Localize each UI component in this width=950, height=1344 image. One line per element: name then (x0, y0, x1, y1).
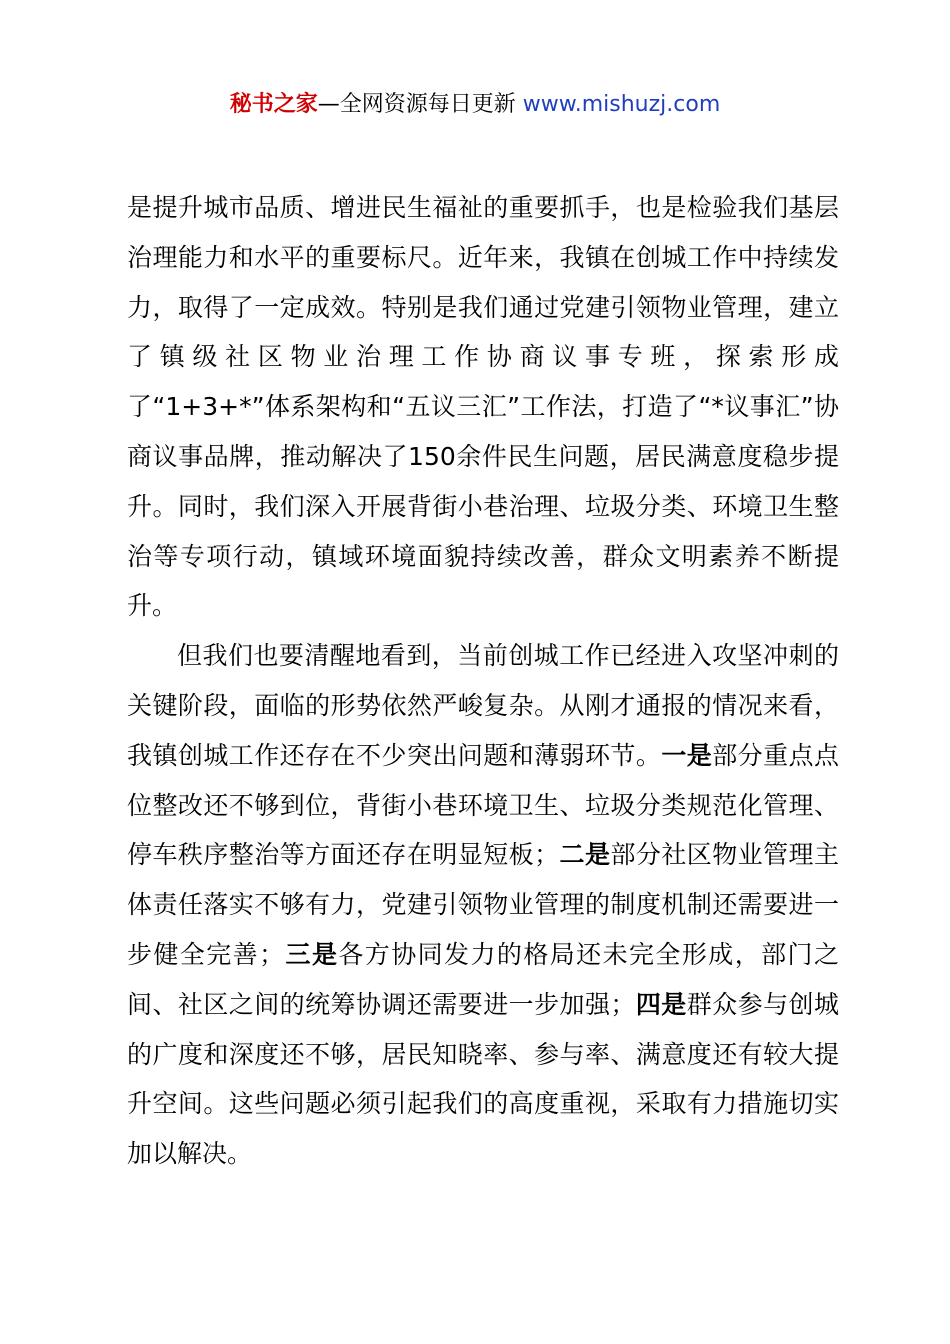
header-tagline: —全网资源每日更新 (317, 92, 523, 117)
item-2-text: 部分社区物业管理主体责任落实不够有力，党建引领物业管理的制度机制还需要进一步健全完善； (127, 840, 839, 969)
item-4-text: 群众参与创城的广度和深度还不够，居民知晓率、参与率、满意度还有较大提升空间。 (127, 989, 839, 1119)
paragraph-2 (127, 631, 839, 1179)
item-1-lead: 一是 (661, 740, 713, 770)
header-url-link[interactable]: www.mishuzj.com (522, 92, 721, 117)
item-3-text: 各方协同发力的格局还未完全形成，部门之间、社区之间的统筹协调还需要进一步加强； (127, 939, 839, 1019)
header-brand: 秘书之家 (229, 92, 318, 117)
page-header (0, 88, 950, 122)
paragraph-2-intro: 但我们也要清醒地看到，当前创城工作已经进入攻坚冲刺的关键阶段，面临的形势依然严峻复杂。从刚才通报的情况来看，我镇创城工作还存在不少突出问题和薄弱环节。 (127, 641, 839, 770)
item-2-lead: 二是 (559, 840, 611, 870)
item-1-text: 部分重点点位整改还不够到位，背街小巷环境卫生、垃圾分类规范化管理、停车秩序整治等方面还存在明显短板； (127, 740, 839, 870)
paragraph-1: 是提升城市品质、增进民生福祉的重要抓手，也是检验我们基层治理能力和水平的重要标尺。近年来，我镇在创城工作中持续发力，取得了一定成效。特别是我们通过党建引领物业管理，建立了镇级社区物业治理工作协商议事专班，探索形成了“1+3+*”体系架构和“五议三汇”工作法，打造了“*议事汇”协商议事品牌，推动解决了150余件民生问题，居民满意度稳步提升。同时，我们深入开展背街小巷治理、垃圾分类、环境卫生整治等专项行动，镇域环境面貌持续改善，群众文明素养不断提升。 (127, 193, 839, 621)
paragraph-2-outro: 这些问题必须引起我们的高度重视，采取有力措施切实加以解决。 (127, 1089, 839, 1169)
item-3-lead: 三是 (284, 939, 339, 969)
document-body (127, 183, 839, 1179)
item-4-lead: 四是 (635, 989, 687, 1019)
